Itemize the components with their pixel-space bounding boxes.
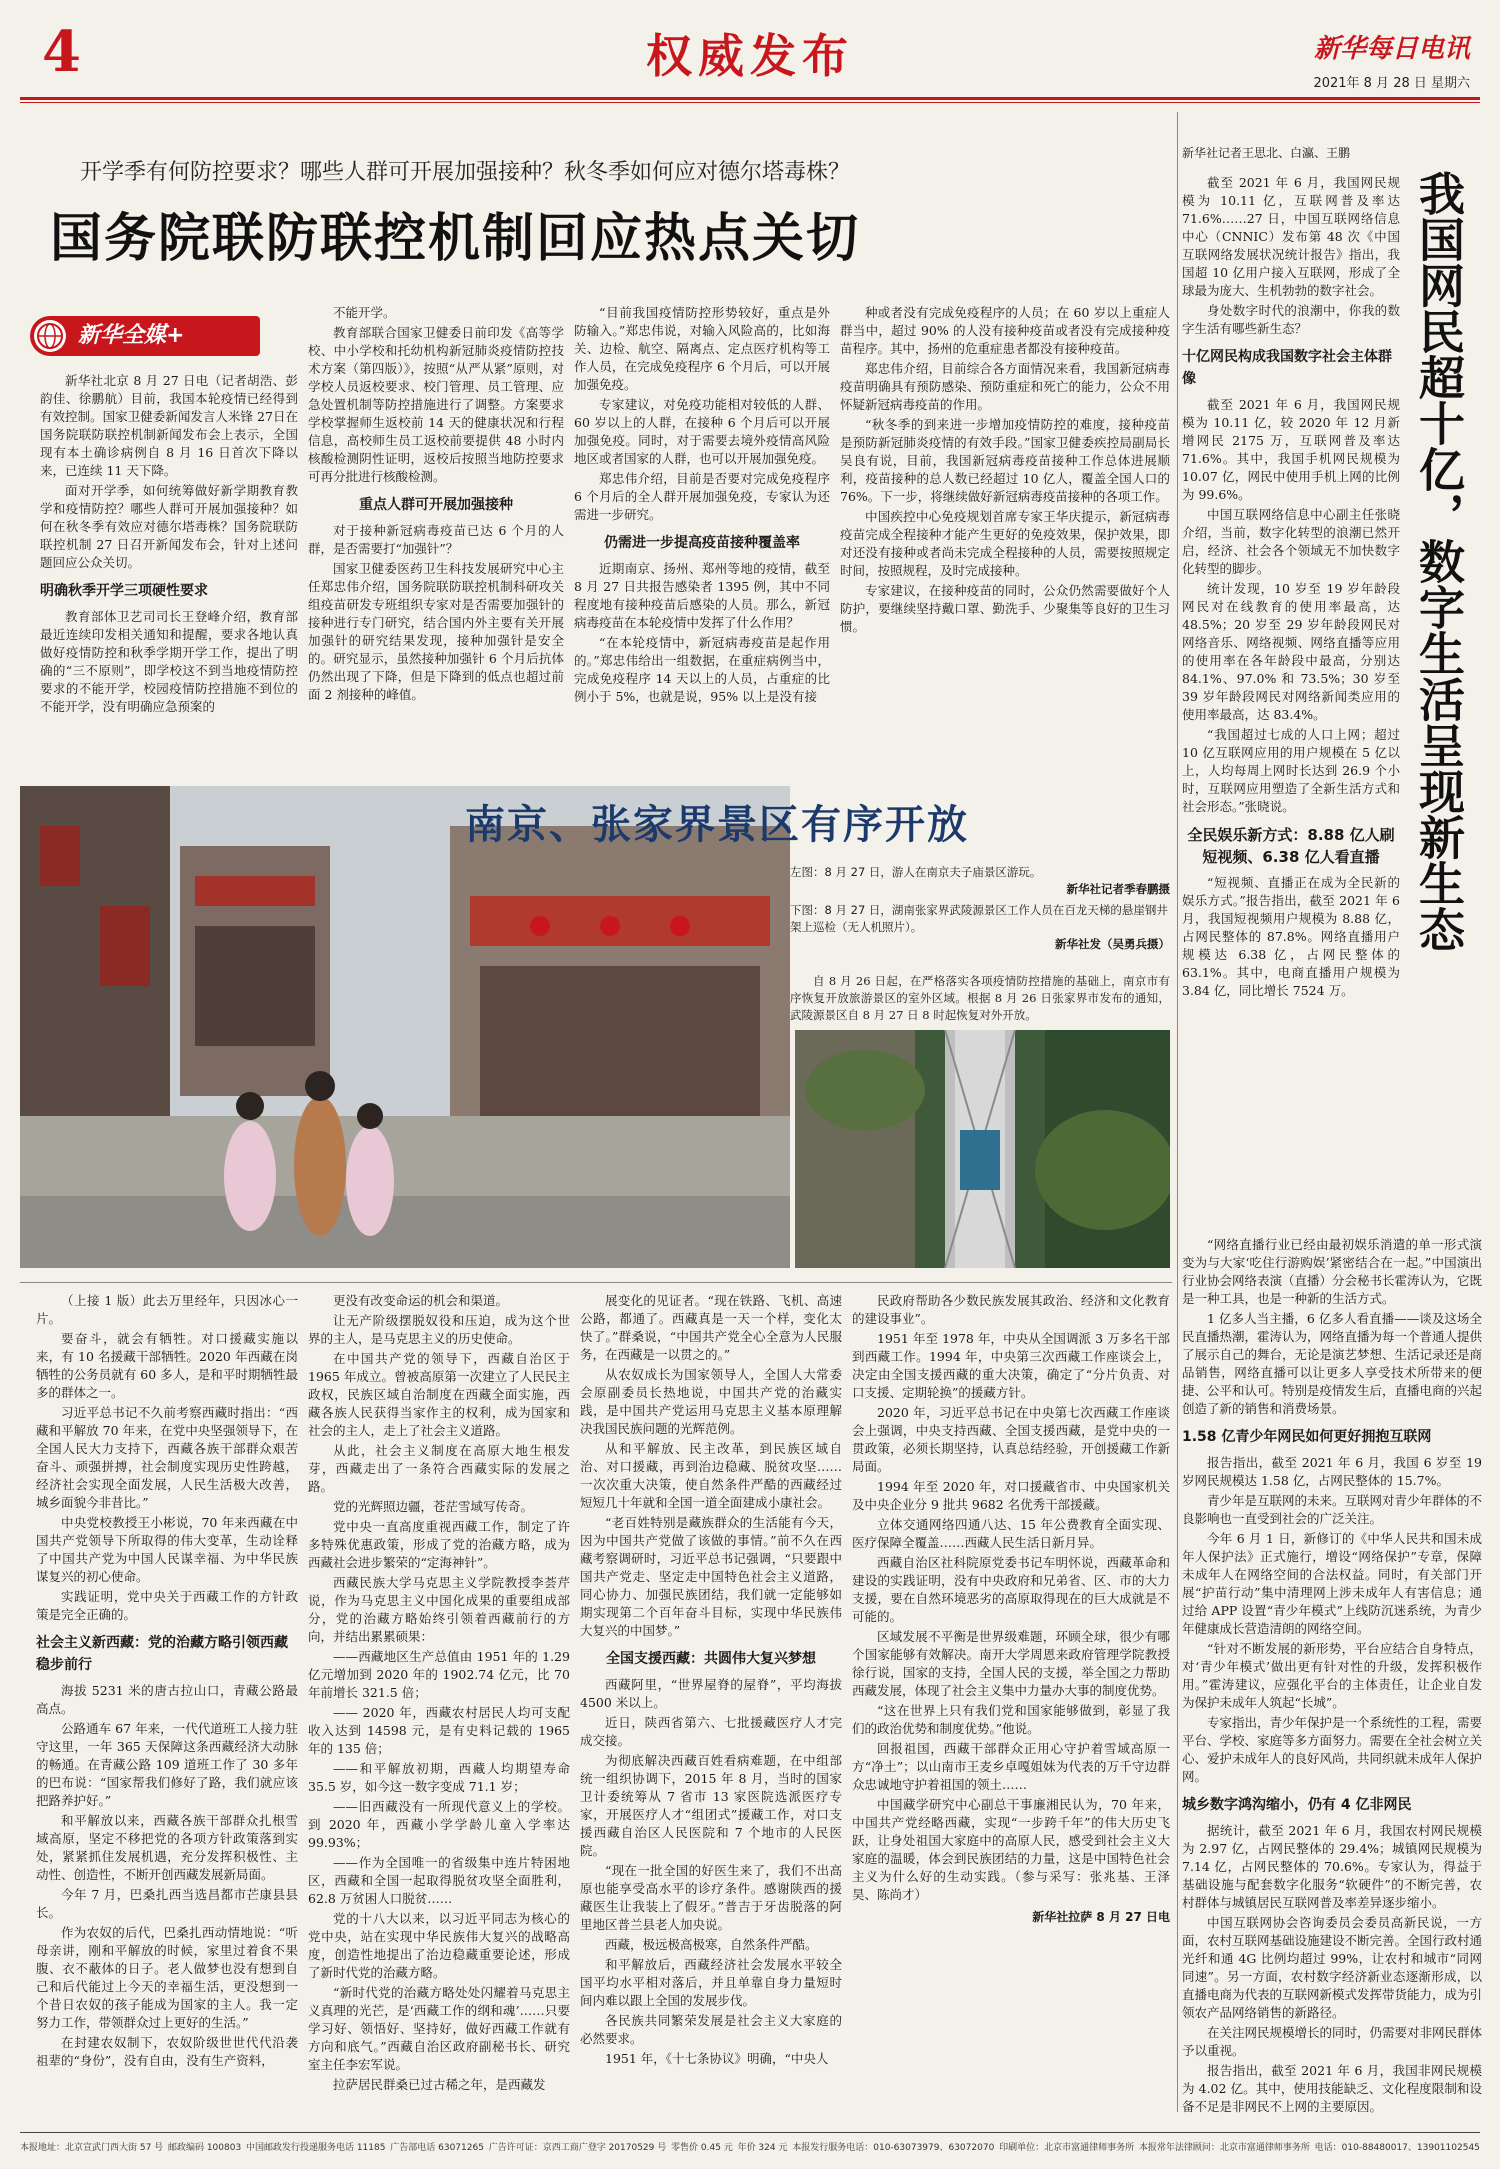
paragraph: ——西藏地区生产总值由 1951 年的 1.29 亿元增加到 2020 年的 1902.74 亿元，比 70 年前增长 321.5 倍； xyxy=(308,1649,570,1700)
paragraph: “这在世界上只有我们党和国家能够做到，彰显了我们的政治优势和制度优势。”他说。 xyxy=(852,1703,1170,1736)
caption-body: 自 8 月 26 日起，在严格落实各项疫情防控措施的基础上，南京市有序恢复开放旅游景区的室外区域。根据 8 月 26 日张家界市发布的通知，武陵源景区自 8 月 27 日 8 时起恢复对外开放。 xyxy=(790,974,1170,1022)
paragraph: 中国互联网协会咨询委员会委员高新民说，一方面，农村互联网基础设施建设不断完善。全国行政村通光纤和通 4G 比例均超过 99%，让农村和城市“同网同速”。另一方面，农村数字经济新业态逐渐形成，以直播电商为代表的互联网新模式发挥带货能力，成为引领农产品网络销售的新路径。 xyxy=(1182,1915,1482,2020)
paragraph: 在封建农奴制下，农奴阶级世世代代沿袭祖辈的“身份”，没有自由，没有生产资料， xyxy=(36,2035,298,2068)
footer-annual-price: 年价 324 元 xyxy=(737,2143,788,2153)
paragraph: 身处数字时代的浪潮中，你我的数字生活有哪些新生态？ xyxy=(1182,303,1400,336)
paragraph: “网络直播行业已经由最初娱乐消遣的单一形式演变为与大家‘吃住行游购娱’紧密结合在一起。”中国演出行业协会网络表演（直播）分会秘书长霍涛认为，它既是一种工具，也是一种新的生活方式。 xyxy=(1182,1237,1482,1306)
main-col-3 xyxy=(574,304,830,782)
paragraph: 更没有改变命运的机会和渠道。 xyxy=(333,1293,509,1308)
bottom-col-2 xyxy=(308,1292,570,2120)
footer xyxy=(20,2140,1480,2160)
paragraph: —— 2020 年，西藏农村居民人均可支配收入达到 14598 元，是有史料记载的 1965 年的 135 倍； xyxy=(308,1705,570,1756)
credit-bottom: 新华社发（吴勇兵摄） xyxy=(1055,937,1170,951)
paragraph: 展变化的见证者。“现在铁路、飞机、高速公路，都通了。西藏真是一天一个样，变化太快了。”群桑说，“中国共产党全心全意为人民服务，在西藏是一以贯之的。” xyxy=(580,1293,842,1362)
footer-rule xyxy=(20,2132,1480,2133)
paragraph: 近期南京、扬州、郑州等地的疫情，截至 8 月 27 日共报告感染者 1395 例，其中不同程度地有接种疫苗后感染的人员。那么，新冠病毒疫苗在本轮疫情中发挥了什么作用？ xyxy=(574,561,830,630)
subheading: 城乡数字鸿沟缩小，仍有 4 亿非网民 xyxy=(1182,1797,1412,1813)
paragraph: 西藏，极远极高极寒，自然条件严酷。 xyxy=(605,1937,818,1952)
paragraph: 拉萨居民群桑已过古稀之年，是西藏发 xyxy=(333,2077,546,2092)
paragraph: “目前我国疫情防控形势较好，重点是外防输入。”郑忠伟说，对输入风险高的，比如海关、边检、航空、隔离点、定点医疗机构等工作人员，在完成免疫程序 6 个月后，可以开展加强免疫。 xyxy=(574,305,830,392)
page-number: 4 xyxy=(42,19,81,85)
paragraph: 今年 6 月 1 日，新修订的《中华人民共和国未成年人保护法》正式施行，增设“网络保护”专章，保障未成年人在网络空间的合法权益。同时，有关部门开展“护苗行动”集中清理网上涉未成年人有害信息；通过给 APP 设置“青少年模式”上线防沉迷系统，为青少年健康成长营造清朗的网络空间。 xyxy=(1182,1531,1482,1636)
paragraph: 从和平解放、民主改革，到民族区域自治、对口援藏，再到治边稳藏、脱贫攻坚……一次次重大决策，使自然条件严酷的西藏经过短短几十年就和全国一道全面建成小康社会。 xyxy=(580,1441,842,1510)
paragraph: 中国互联网络信息中心副主任张晓介绍，当前，数字化转型的浪潮已然开启，经济、社会各个领域无不加快数字化转型的脚步。 xyxy=(1182,507,1400,576)
paragraph: 据统计，截至 2021 年 6 月，我国农村网民规模为 2.97 亿，占网民整体的 29.4%；城镇网民规模为 7.14 亿，占网民整体的 70.6%。专家认为，得益于基础设施与配套数字化服务“软硬件”的不断完善，农村群体与城镇居民互联网普及率差异逐步缩小。 xyxy=(1182,1823,1482,1910)
paragraph: 国家卫健委医药卫生科技发展研究中心主任郑忠伟介绍，国务院联防联控机制科研攻关组疫苗研发专班组织专家对是否需要加强针的接种进行专门研究，结合国内外主要有关开展加强针的研究结果发现，接种加强针是安全的。研究显示，虽然接种加强针 6 个月后抗体仍然出现了下降，但是下降到的低点也超过前面 2 剂接种的峰值。 xyxy=(308,561,564,702)
paragraph: 党的光辉照边疆，苍茫雪域写传奇。 xyxy=(333,1499,534,1514)
bottom-byline: 新华社拉萨 8 月 27 日电 xyxy=(1032,1910,1170,1924)
footer-printer: 印刷单位：北京市富通律师事务所 xyxy=(999,2143,1135,2153)
footer-ad-license: 广告许可证：京西工商广登字 20170529 号 xyxy=(488,2143,667,2153)
paragraph: 党的十八大以来，以习近平同志为核心的党中央，站在实现中华民族伟大复兴的战略高度，创造性地提出了治边稳藏重要论述，形成了新时代党的治藏方略。 xyxy=(308,1911,570,1980)
paragraph: “短视频、直播正在成为全民新的娱乐方式。”报告指出，截至 2021 年 6 月，我国短视频用户规模为 8.88 亿，占网民整体的 87.8%。网络直播用户规模达 6.38 亿，占网民整体的 63.1%。其中，电商直播用户规模为 3.84 亿，同比增长 7524 万。 xyxy=(1182,875,1400,998)
paragraph: 对于接种新冠病毒疫苗已达 6 个月的人群，是否需要打“加强针”？ xyxy=(308,523,564,556)
xinhua-media-badge xyxy=(30,316,260,356)
paragraph: “现在一批全国的好医生来了，我们不出高原也能享受高水平的诊疗条件。感谢陕西的援藏医生让我装上了假牙。”普吉于牙齿脱落的阿里地区普兰县老人加央说。 xyxy=(580,1863,842,1932)
photo-feature-title: 南京、张家界景区有序开放 xyxy=(465,801,969,848)
paragraph: 不能开学。 xyxy=(333,305,396,320)
main-kicker: 开学季有何防控要求？哪些人群可开展加强接种？秋冬季如何应对德尔塔毒株？ xyxy=(80,160,851,185)
paragraph: 1 亿多人当主播，6 亿多人看直播——谈及这场全民直播热潮，霍涛认为，网络直播为每一个普通人提供了展示自己的舞台，无论是演艺梦想、生活记录还是商品销售，网络直播可以让更多人享受技术所带来的便捷、公平和认可。特别是疫情发生后，直播电商的兴起创造了新的销售和消费场景。 xyxy=(1182,1311,1482,1416)
subheading: 重点人群可开展加强接种 xyxy=(359,497,513,513)
main-col-2 xyxy=(308,304,564,782)
paragraph: 截至 2021 年 6 月，我国网民规模为 10.11 亿，较 2020 年 12 月新增网民 2175 万，互联网普及率达 71.6%。其中，我国手机网民规模为 10.07 亿，网民中使用手机上网的比例为 99.6%。 xyxy=(1182,397,1400,502)
caption-bottom: 下图：8 月 27 日，湖南张家界武陵源景区工作人员在百龙天梯的悬崖钢井架上巡检（无人机照片）。 xyxy=(790,903,1168,934)
paragraph: 从此，社会主义制度在高原大地生根发芽，西藏走出了一条符合西藏实际的发展之路。 xyxy=(308,1443,570,1494)
paragraph: 和平解放以来，西藏各族干部群众扎根雪域高原，坚定不移把党的各项方针政策落到实处，紧紧抓住发展机遇，充分发挥积极性、主动性、创造性，不断开创西藏发展新局面。 xyxy=(36,1813,298,1882)
photo-bottom xyxy=(795,1030,1170,1268)
column-divider xyxy=(1177,112,1178,2112)
paragraph: 党中央一直高度重视西藏工作，制定了许多特殊优惠政策，形成了党的治藏方略，成为西藏社会进步繁荣的“定海神针”。 xyxy=(308,1519,570,1570)
paragraph: 民政府帮助各少数民族发展其政治、经济和文化教育的建设事业”。 xyxy=(852,1293,1170,1326)
main-col-4 xyxy=(840,304,1170,782)
paragraph: 西藏民族大学马克思主义学院教授李荟芹说，作为马克思主义中国化成果的重要组成部分，党的治藏方略始终引领着西藏前行的方向，并结出累累硕果： xyxy=(308,1575,570,1644)
credit-left: 新华社记者季春鹏摄 xyxy=(1066,882,1170,896)
paragraph: 今年 7 月，巴桑扎西当选昌都市芒康县县长。 xyxy=(36,1887,298,1920)
footer-address: 本报地址：北京宣武门西大街 57 号 xyxy=(20,2143,164,2153)
header-rule xyxy=(20,97,1480,100)
footer-legal: 本报常年法律顾问：北京市富通律师事务所 xyxy=(1138,2143,1310,2153)
paragraph: 1951 年至 1978 年，中央从全国调派 3 万多名干部到西藏工作。1994 年，中央第三次西藏工作座谈会上，决定由全国支援西藏的重大决策，确定了“分片负责、对口支援、定期轮换”的援藏方针。 xyxy=(852,1331,1170,1400)
paragraph: 在中国共产党的领导下，西藏自治区于 1965 年成立。曾被高原第一次建立了人民民主政权，民族区域自治制度在西藏全面实施，西藏各族人民获得当家作主的权利，成为国家和社会的主人，走上了社会主义道路。 xyxy=(308,1351,570,1438)
right-headline: 我国网民超十亿，数字生活呈现新生态 xyxy=(1412,170,1466,952)
paragraph: “我国超过七成的人口上网；超过 10 亿互联网应用的用户规模在 5 亿以上，人均每周上网时长达到 26.9 个小时，互联网应用塑造了全新生活方式和社会形态。”张晓说。 xyxy=(1182,727,1400,814)
footer-distribution-phone: 本报发行服务电话：010-63073979、63072070 xyxy=(792,2143,995,2153)
paragraph: 报告指出，截至 2021 年 6 月，我国 6 岁至 19 岁网民规模达 1.58 亿，占网民整体的 15.7%。 xyxy=(1182,1455,1482,1488)
footer-ad-phone: 广告部电话 63071265 xyxy=(390,2143,484,2153)
header-rule-thin xyxy=(20,102,1480,103)
page-header xyxy=(0,0,1500,118)
paragraph: 青少年是互联网的未来。互联网对青少年群体的不良影响也一直受到社会的广泛关注。 xyxy=(1182,1493,1482,1526)
globe-icon xyxy=(34,320,66,352)
paragraph: 作为农奴的后代，巴桑扎西动情地说：“听母亲讲，刚和平解放的时候，家里过着食不果腹、衣不蔽体的日子。老人做梦也没有想到自己和后代能过上今天的幸福生活，更没想到一个昔日农奴的孩子能成为国家的主人。我一定努力工作，带领群众过上更好的生活。” xyxy=(36,1925,298,2030)
brand-logo: 新华每日电讯 xyxy=(1313,34,1470,64)
badge-label: 新华全媒+ xyxy=(78,323,185,348)
right-col-top xyxy=(1182,174,1400,1234)
paragraph: 郑忠伟介绍，目前综合各方面情况来看，我国新冠病毒疫苗明确具有预防感染、预防重症和死亡的能力，公众不用怀疑新冠病毒疫苗的作用。 xyxy=(840,361,1170,412)
paragraph: 为彻底解决西藏百姓看病难题，在中组部统一组织协调下，2015 年 8 月，当时的国家卫计委统筹从 7 省市 13 家医院选派医疗专家，开展医疗人才“组团式”援藏工作，对口支援西藏自治区人民医院和 7 个地市的人民医院。 xyxy=(580,1753,842,1858)
paragraph: 专家建议，对免疫功能相对较低的人群、60 岁以上的人群，在接种 6 个月后可以开展加强免疫。同时，对于需要去境外疫情高风险地区或者国家的人群，也可以开展加强免疫。 xyxy=(574,397,830,466)
paragraph: 中国疾控中心免疫规划首席专家王华庆提示，新冠病毒疫苗完成全程接种才能产生更好的免疫效果，保护效果，即对还没有接种或者尚未完成全程接种的人员，需要按照规定时间，按照规程，及时完成接种。 xyxy=(840,509,1170,578)
subheading: 1.58 亿青少年网民如何更好拥抱互联网 xyxy=(1182,1429,1432,1445)
right-byline: 新华社记者王思北、白瀛、王鹏 xyxy=(1182,146,1351,160)
paragraph: 截至 2021 年 6 月，我国网民规模为 10.11 亿，互联网普及率达 71.6%……27 日，中国互联网络信息中心（CNNIC）发布第 48 次《中国互联网络发展状况统计报告》指出，我国超 10 亿用户接入互联网，形成了全球最为庞大、生机勃勃的数字社会。 xyxy=(1182,175,1400,298)
paragraph: 统计发现，10 岁至 19 岁年龄段网民对在线教育的使用率最高，达 48.5%；20 岁至 29 岁年龄段网民对网络音乐、网络视频、网络直播等应用的使用率在各年龄段中最高，分别达 84.1%、97.0% 和 73.5%；30 岁至 39 岁年龄段网民对网络新闻类应用的使用率最高，达 83.4%。 xyxy=(1182,581,1400,722)
paragraph: 面对开学季，如何统筹做好新学期教育教学和疫情防控？哪些人群可开展加强接种？如何在秋冬季有效应对德尔塔毒株？国务院联防联控机制 27 日召开新闻发布会，针对上述问题回应公众关切。 xyxy=(40,483,298,570)
subheading: 全国支援西藏：共圆伟大复兴梦想 xyxy=(606,1651,816,1667)
issue-date: 2021年 8 月 28 日 星期六 xyxy=(1313,76,1470,91)
bottom-col-1 xyxy=(36,1292,298,2120)
paragraph: 教育部体卫艺司司长王登峰介绍，教育部最近连续印发相关通知和提醒，要求各地认真做好疫情防控和秋季学期开学工作，提出了明确的“三不原则”，即学校这不到当地疫情防控要求的不能开学，校园疫情防控措施不到位的不能开学，没有明确应急预案的 xyxy=(40,609,298,714)
paragraph: 让无产阶级摆脱奴役和压迫，成为这个世界的主人，是马克思主义的历史使命。 xyxy=(308,1313,570,1346)
paragraph: 种或者没有完成免疫程序的人员；在 60 岁以上重症人群当中，超过 90% 的人没有接种疫苗或者没有完成接种疫苗程序。其中，扬州的危重症患者都没有接种疫苗。 xyxy=(840,305,1170,356)
section-rule xyxy=(20,1282,1172,1283)
subheading: 明确秋季开学三项硬性要求 xyxy=(40,583,208,599)
paragraph: ——旧西藏没有一所现代意义上的学校。到 2020 年，西藏小学学龄儿童入学率达 99.93%； xyxy=(308,1799,570,1850)
subheading: 社会主义新西藏：党的治藏方略引领西藏稳步前行 xyxy=(36,1635,288,1673)
main-headline: 国务院联防联控机制回应热点关切 xyxy=(50,208,861,269)
paragraph: 西藏自治区社科院原党委书记车明怀说，西藏革命和建设的实践证明，没有中央政府和兄弟省、区、市的大力支援，要在自然环境恶劣的高原取得现在的巨大成就是不可能的。 xyxy=(852,1555,1170,1624)
photo-left xyxy=(20,786,790,1268)
paragraph: （上接 1 版）此去万里经年，只因冰心一片。 xyxy=(36,1293,298,1326)
bottom-col-4 xyxy=(852,1292,1170,2120)
paragraph: 中国藏学研究中心副总干事廉湘民认为，70 年来，中国共产党经略西藏，实现“一步跨千年”的伟大历史飞跃，让身处祖国大家庭中的高原人民，感受到社会主义大家庭的温暖，体会到民族团结的力量，这是中国特色社会主义为什么好的生动实践。（参与采写：张兆基、王泽昊、陈尚才） xyxy=(852,1797,1170,1902)
paragraph: 1994 年至 2020 年，对口援藏省市、中央国家机关及中央企业分 9 批共 9682 名优秀干部援藏。 xyxy=(852,1479,1170,1512)
paragraph: 要奋斗，就会有牺牲。对口援藏实施以来，有 10 名援藏干部牺牲。2020 年西藏在岗牺牲的公务员就有 60 多人，是和平时期牺牲最多的群体之一。 xyxy=(36,1331,298,1400)
paragraph: 1951 年，《十七条协议》明确，“中央人 xyxy=(605,2051,829,2066)
paragraph: 各民族共同繁荣发展是社会主义大家庭的必然要求。 xyxy=(580,2013,842,2046)
bottom-col-3 xyxy=(580,1292,842,2120)
footer-postcode: 邮政编码 100803 xyxy=(167,2143,242,2153)
paragraph: 专家建议，在接种疫苗的同时，公众仍然需要做好个人防护，要继续坚持戴口罩、勤洗手、少聚集等良好的卫生习惯。 xyxy=(840,583,1170,634)
subheading: 十亿网民构成我国数字社会主体群像 xyxy=(1182,349,1392,387)
paragraph: “针对不断发展的新形势，平台应结合自身特点，对‘青少年模式’做出更有针对性的升级，发挥积极作用。”霍涛建议，应强化平台的主体责任，让企业自发为保护未成年人筑起“长城”。 xyxy=(1182,1641,1482,1710)
paragraph: 从农奴成长为国家领导人，全国人大常委会原副委员长热地说，中国共产党的治藏实践，是中国共产党运用马克思主义基本原理解决我国民族问题的光辉范例。 xyxy=(580,1367,842,1436)
paragraph: 实践证明，党中央关于西藏工作的方针政策是完全正确的。 xyxy=(36,1589,298,1622)
paragraph: ——和平解放初期，西藏人均期望寿命 35.5 岁，如今这一数字变成 71.1 岁； xyxy=(308,1761,570,1794)
paragraph: 和平解放后，西藏经济社会发展水平较全国平均水平相对落后，并且单靠自身力量短时间内难以跟上全国的发展步伐。 xyxy=(580,1957,842,2008)
right-col-wide xyxy=(1182,1236,1482,2116)
paragraph: “秋冬季的到来进一步增加疫情防控的难度，接种疫苗是预防新冠肺炎疫情的有效手段。”国家卫健委疾控局副局长吴良有说，目前，我国新冠病毒疫苗接种工作总体进展顺利，疫苗接种的总人数已经超过 10 亿人，覆盖全国人口的 76%。下一步，将继续做好新冠病毒疫苗接种的各项工作。 xyxy=(840,417,1170,504)
paragraph: 新华社北京 8 月 27 日电（记者胡浩、彭韵佳、徐鹏航）目前，我国本轮疫情已经得到有效控制。国家卫健委新闻发言人米锋 27日在国务院联防联控机制新闻发布会上表示，全国现有本土确诊病例自 8 月 16 日首次下降以来，已连续 11 天下降。 xyxy=(40,373,298,478)
paragraph: 中央党校教授王小彬说，70 年来西藏在中国共产党领导下所取得的伟大变革，生动诠释了中国共产党为中国人民谋幸福、为中华民族谋复兴的初心使命。 xyxy=(36,1515,298,1584)
paragraph: 立体交通网络四通八达、15 年公费教育全面实现、医疗保障全覆盖……西藏人民生活日新月异。 xyxy=(852,1517,1170,1550)
paragraph: 公路通车 67 年来，一代代道班工人接力驻守这里，一年 365 天保障这条西藏经济大动脉的畅通。在青藏公路 109 道班工作了 30 多年的巴布说：“国家帮我们修好了路，我们就应该把路养护好。” xyxy=(36,1721,298,1808)
paragraph: 专家指出，青少年保护是一个系统性的工程，需要平台、学校、家庭等多方面努力。需要在全社会树立关心、爱护未成年人的良好风尚，共同织就未成年人保护网。 xyxy=(1182,1715,1482,1784)
paragraph: “在本轮疫情中，新冠病毒疫苗是起作用的。”郑忠伟给出一组数据，在重症病例当中，完成免疫程序 14 天以上的人员，占重症的比例小于 5%，也就是说，95% 以上是没有接 xyxy=(574,635,830,704)
paragraph: 郑忠伟介绍，目前是否要对完成免疫程序 6 个月后的全人群开展加强免疫，专家认为还需进一步研究。 xyxy=(574,471,830,522)
subheading: 仍需进一步提高疫苗接种覆盖率 xyxy=(604,535,800,551)
caption-left: 左图：8 月 27 日，游人在南京夫子庙景区游玩。 xyxy=(790,865,1042,879)
paragraph: “老百姓特别是藏族群众的生活能有今天，因为中国共产党做了该做的事情。”前不久在西藏考察调研时，习近平总书记强调，“只要跟中国共产党走、坚定走中国特色社会主义道路，同心协力、加强民族团结，我们就一定能够如期实现第二个百年奋斗目标，实现中华民族伟大复兴的中国梦。” xyxy=(580,1515,842,1638)
paragraph: 在关注网民规模增长的同时，仍需要对非网民群体予以重视。 xyxy=(1182,2025,1482,2058)
footer-delivery-phone: 中国邮政发行投递服务电话 11185 xyxy=(245,2143,386,2153)
paragraph: 海拔 5231 米的唐古拉山口，青藏公路最高点。 xyxy=(36,1683,298,1716)
paragraph: 习近平总书记不久前考察西藏时指出：“西藏和平解放 70 年来，在党中央坚强领导下，在全国人民大力支持下，西藏各族干部群众艰苦奋斗、顽强拼搏，社会制度实现历史性跨越，经济社会实现全面发展，人民生活极大改善，城乡面貌今非昔比。” xyxy=(36,1405,298,1510)
paragraph: ——作为全国唯一的省级集中连片特困地区，西藏和全国一起取得脱贫攻坚全面胜利，62.8 万贫困人口脱贫…… xyxy=(308,1855,570,1906)
section-title: 权威发布 xyxy=(646,29,854,83)
footer-retail-price: 零售价 0.45 元 xyxy=(671,2143,733,2153)
paragraph: 回报祖国，西藏干部群众正用心守护着雪域高原一方“净土”；以山南市王麦乡卓嘎姐妹为代表的万千守边群众忠诚地守护着祖国的领土…… xyxy=(852,1741,1170,1792)
paragraph: 教育部联合国家卫健委日前印发《高等学校、中小学校和托幼机构新冠肺炎疫情防控技术方案（第四版）》，按照“从严从紧”原则，对学校人员返校要求、校门管理、员工管理、应急处置机制等防控措施进行了调整。方案要求学校掌握师生返校前 14 天的健康状况和行程信息，高校师生员工返校前要提供 48 小时内核酸检测阴性证明，返校后按照当地防控要求可再分批进行核酸检测。 xyxy=(308,325,564,484)
footer-legal-phone: 电话：010-88480017、13901102545 xyxy=(1314,2143,1480,2153)
paragraph: 近日，陕西省第六、七批援藏医疗人才完成交接。 xyxy=(580,1715,842,1748)
paragraph: “新时代党的治藏方略处处闪耀着马克思主义真理的光芒，是‘西藏工作的纲和魂’……只要学习好、领悟好、坚持好，做好西藏工作就有方向和底气。”西藏自治区政府副秘书长、研究室主任李宏军说。 xyxy=(308,1985,570,2072)
paragraph: 西藏阿里，“世界屋脊的屋脊”，平均海拔 4500 米以上。 xyxy=(580,1677,842,1710)
subheading: 全民娱乐新方式：8.88 亿人刷短视频、6.38 亿人看直播 xyxy=(1187,826,1395,866)
paragraph: 报告指出，截至 2021 年 6 月，我国非网民规模为 4.02 亿。其中，使用技能缺乏、文化程度限制和设备不足是非网民不上网的主要原因。 xyxy=(1182,2063,1482,2114)
paragraph: 区域发展不平衡是世界级难题，环顾全球，很少有哪个国家能够有效解决。南开大学周恩来政府管理学院教授徐行说，国家的支持，全国人民的支援，举全国之力帮助西藏发展，体现了社会主义集中力量办大事的制度优势。 xyxy=(852,1629,1170,1698)
paragraph: 2020 年，习近平总书记在中央第七次西藏工作座谈会上强调，中央支持西藏、全国支援西藏，是党中央的一贯政策，必须长期坚持，认真总结经验，开创援藏工作新局面。 xyxy=(852,1405,1170,1474)
main-col-1 xyxy=(40,372,298,782)
